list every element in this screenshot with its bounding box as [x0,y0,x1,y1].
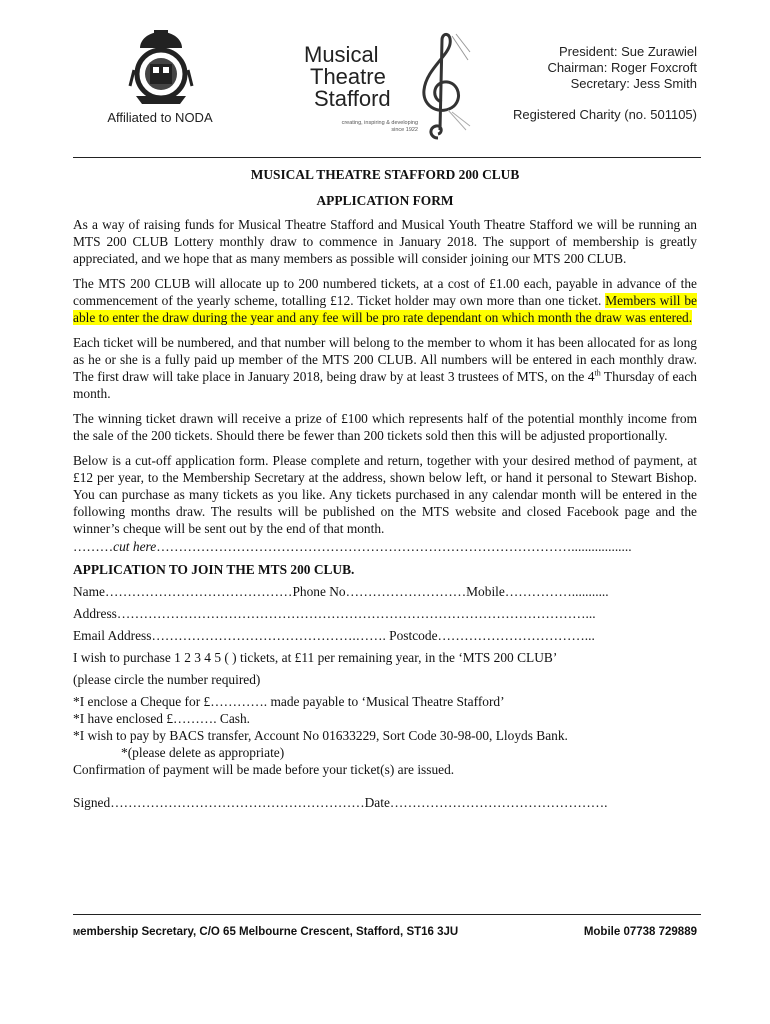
cash-option[interactable]: *I have enclosed £………. Cash. [73,711,251,726]
letterhead [0,0,770,160]
header-divider [73,157,701,158]
document-title: MUSICAL THEATRE STAFFORD 200 CLUB [250,167,520,182]
president: President: Sue Zurawiel [558,44,697,59]
paragraph-numbering: Each ticket will be numbered, and that number will belong to the member to whom it has been allocated for as long as he or she is a fully paid up member of the MTS 200 CLUB. All numbers will be entered in each monthly draw. The first draw will take place in January 2018, being draw by at least 3 trustees of MTS, on the 4th Thursday of each month. [73,335,697,401]
noda-affiliation: Affiliated to NODA [107,110,213,125]
treble-clef-icon [412,30,472,140]
paragraph-tickets: The MTS 200 CLUB will allocate up to 200 numbered tickets, at a cost of £1.00 each, payable in advance of the commencement of the yearly scheme, totalling £12. Ticket holder may own more than one ticket. Members will be able to enter the draw during the year and any fee will be pro rate dependant on which month the draw was entered. [73,276,697,325]
secretary: Secretary: Jess Smith [570,76,697,91]
paragraph-instructions: Below is a cut-off application form. Please complete and return, together with your desired method of payment, at £12 per year, to the Membership Secretary at the address, shown below left, or hand it personal to Stewart Bishop. You can purchase as many tickets as you like. Any tickets purchased in any calendar month will be entered in the following months draw. The results will be published on the MTS website and closed Facebook page and the winner’s cheque will be sent out by the end of that month. [73,453,697,536]
application-title: APPLICATION TO JOIN THE MTS 200 CLUB. [73,562,355,577]
cheque-option[interactable]: *I enclose a Cheque for £…………. made payable to ‘Musical Theatre Stafford’ [73,694,505,709]
delete-instruction: *(please delete as appropriate) [121,745,285,760]
document-body [73,166,697,811]
officers-list [547,44,697,92]
noda-crest-icon [128,30,194,106]
footer-address: Membership Secretary, C/O 65 Melbourne Crescent, Stafford, ST16 3JU [73,926,459,938]
signature-date-field[interactable]: Signed…………………………………………………Date…………………………………………. [73,795,608,810]
circle-instruction: (please circle the number required) [73,672,261,687]
noda-logo [100,30,220,130]
footer-mobile: Mobile 07738 729889 [583,926,697,938]
highlighted-text: Members will be able to enter the draw during the year and any fee will be pro rate dependant on which month the draw was entered. [73,293,697,325]
paragraph-intro: As a way of raising funds for Musical Theatre Stafford and Musical Youth Theatre Stafford we will be running an MTS 200 CLUB Lottery monthly draw to commence in January 2018. The support of membership is greatly appreciated, and we hope that as many members as possible will consider joining our MTS 200 CLUB. [73,217,697,266]
bacs-option[interactable]: *I wish to pay by BACS transfer, Account No 01633229, Sort Code 30-98-00, Lloyds Bank. [73,728,568,743]
footer-divider [73,914,701,915]
mts-logo [302,30,472,140]
mts-logo-wordmark: Musical Theatre Stafford [304,42,391,111]
charity-number: Registered Charity (no. 501105) [512,107,697,122]
paragraph-prize: The winning ticket drawn will receive a prize of £100 which represents half of the potential monthly income from the sale of the 200 tickets. Should there be fewer than 200 tickets sold then this will be adjusted proportionally. [73,411,697,443]
address-field[interactable]: Address……………………………………………………………………………………………... [73,606,596,621]
mts-logo-tagline: creating, inspiring & developing since 1922 [341,120,418,133]
document-subtitle: APPLICATION FORM [316,193,454,208]
email-postcode-field[interactable]: Email Address……………………………………….……. Postcode……………………………... [73,628,595,643]
cut-line: ………cut here………………………………………………………………………………….................. [73,539,632,554]
ticket-quantity-field[interactable]: I wish to purchase 1 2 3 4 5 ( ) tickets, at £11 per remaining year, in the ‘MTS 200 CLUB’ [73,650,558,665]
name-phone-mobile-field[interactable]: Name……………………………………Phone No………………………Mobile……………........... [73,584,609,599]
chairman: Chairman: Roger Foxcroft [547,60,697,75]
confirmation-note: Confirmation of payment will be made before your ticket(s) are issued. [73,762,455,777]
